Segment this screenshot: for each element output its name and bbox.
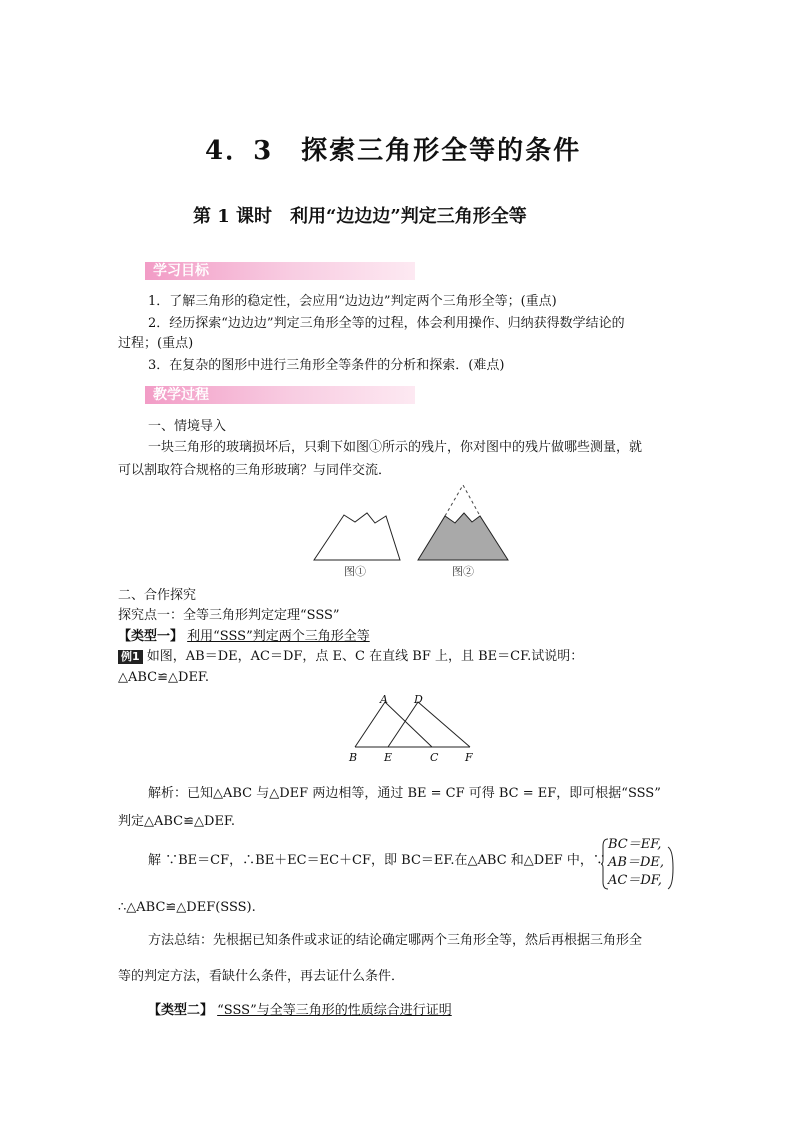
type-1-heading: [118, 626, 370, 648]
goal-2: 2．经历探索“边边边”判定三角形全等的过程，体会利用操作、归纳获得数学结论的: [148, 316, 625, 331]
fragment-1: [314, 513, 400, 560]
point-b-label: B: [349, 751, 358, 764]
page-title: 4．3 探索三角形全等的条件: [205, 136, 582, 166]
type-2-title: “SSS”与全等三角形的性质综合进行证明: [217, 1003, 452, 1018]
method-summary-2: 等的判定方法，看缺什么条件，再去证什么条件．: [118, 969, 405, 984]
section-2-heading: 二、合作探究: [118, 588, 197, 603]
type-2-bracket: 【类型二】: [148, 1003, 214, 1018]
condition-ab-de: AB＝DE,: [608, 855, 664, 870]
triangles-figure: [340, 690, 480, 765]
example-1: [118, 646, 583, 668]
figure-1-caption: 图①: [344, 565, 366, 578]
type-2-heading: [148, 1000, 452, 1022]
example-text-2: △ABC≌△DEF.: [118, 670, 210, 685]
section-1-heading: 一、情境导入: [148, 419, 227, 434]
explore-point-1: 探究点一：全等三角形判定定理“SSS”: [118, 608, 340, 623]
learning-goals-label: 学习目标: [153, 263, 209, 279]
goal-2-cont: 过程；(重点): [118, 336, 194, 351]
lesson-subtitle: 第 1 课时 利用“边边边”判定三角形全等: [193, 206, 527, 227]
point-f-label: F: [465, 751, 473, 764]
glass-fragment-figures: [300, 480, 530, 580]
analysis-2: 判定△ABC≌△DEF.: [118, 814, 236, 829]
triangle-def: [388, 702, 470, 747]
example-text-1: 如图，AB＝DE，AC＝DF，点 E、C 在直线 BF 上，且 BE＝CF.试说明：: [146, 649, 584, 664]
intro-text-1: 一块三角形的玻璃损坏后，只剩下如图①所示的残片，你对图中的残片做哪些测量，就: [148, 440, 643, 455]
learning-goals-banner: [145, 262, 415, 280]
fragment-2-dashed-top: [445, 485, 480, 516]
point-e-label: E: [384, 751, 393, 764]
intro-text-2: 可以割取符合规格的三角形玻璃？与同伴交流．: [118, 463, 392, 478]
condition-ac-df: AC＝DF,: [608, 873, 662, 888]
goal-1: 1．了解三角形的稳定性，会应用“边边边”判定两个三角形全等；(重点): [148, 294, 557, 309]
figure-2-caption: 图②: [452, 565, 474, 578]
goal-3: 3．在复杂的图形中进行三角形全等条件的分析和探索．(难点): [148, 358, 505, 373]
teaching-process-banner: [145, 386, 415, 404]
point-c-label: C: [430, 751, 439, 764]
type-1-bracket: 【类型一】: [118, 629, 184, 644]
conclusion: ∴△ABC≌△DEF(SSS).: [118, 900, 256, 915]
fragment-2: [418, 513, 508, 560]
right-brace: [667, 846, 675, 890]
method-summary-1: 方法总结：先根据已知条件或求证的结论确定哪两个三角形全等，然后再根据三角形全: [148, 933, 643, 948]
analysis-1: 解析：已知△ABC 与△DEF 两边相等，通过 BE = CF 可得 BC = EF，即可根据“SSS”: [148, 786, 661, 801]
example-label: 例1: [118, 650, 143, 664]
point-d-label: D: [414, 693, 423, 706]
point-a-label: A: [380, 693, 388, 706]
type-1-title: 利用“SSS”判定两个三角形全等: [187, 629, 370, 644]
teaching-process-label: 教学过程: [153, 387, 209, 403]
solution-text: 解 ∵BE＝CF，∴BE＋EC＝EC＋CF，即 BC＝EF.在△ABC 和△DEF 中，∵: [148, 853, 606, 868]
condition-bc-ef: BC＝EF,: [608, 837, 662, 852]
condition-system: [608, 836, 664, 890]
